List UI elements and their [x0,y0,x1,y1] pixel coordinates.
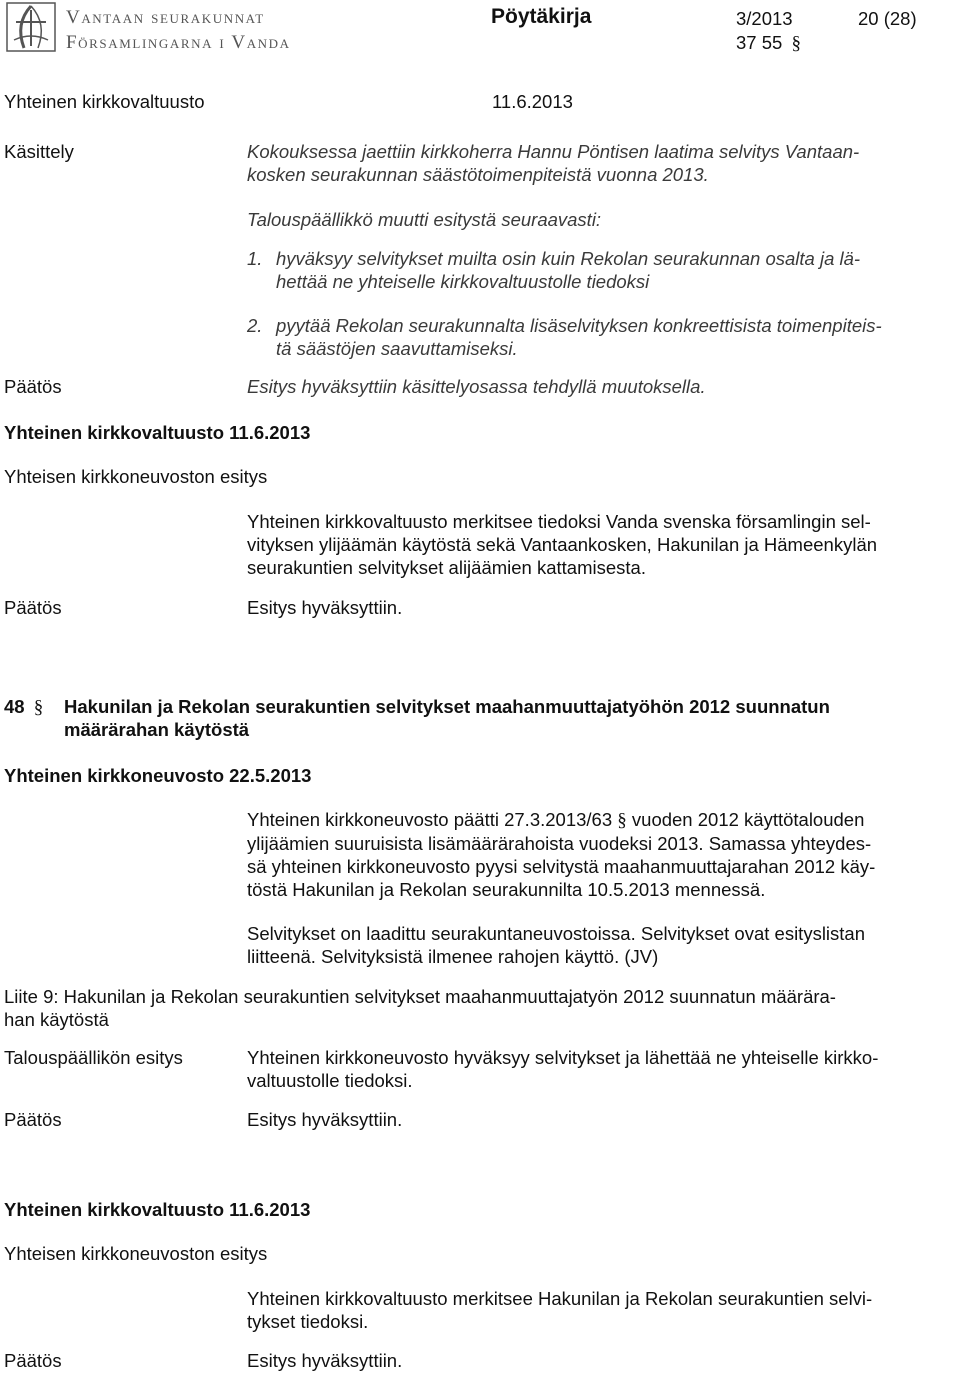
text-line: valtuustolle tiedoksi. [247,1070,413,1091]
kasittely-label: Käsittely [4,141,74,162]
text-line: Yhteinen kirkkoneuvosto hyväksyy selvitykset ja lähettää ne yhteiselle kirkko- [247,1047,879,1068]
text-line: kosken seurakunnan säästötoimenpiteistä vuonna 2013. [247,164,709,185]
document-type: Pöytäkirja [491,5,592,28]
valtuusto-heading: Yhteinen kirkkovaltuusto 11.6.2013 [4,422,311,443]
section-number-text: 48 [4,696,25,717]
paatos-label: Päätös [4,376,62,397]
org-name-swedish: Församlingarna i Vanda [66,32,291,53]
text-fragment: vuoden 2012 käyttötalouden [631,809,865,830]
text-line: Selvitykset on laadittu seurakuntaneuvostoissa. Selvitykset ovat esityslistan [247,923,866,944]
item-2-text [276,314,882,360]
title-line: määrärahan käytöstä [64,719,250,740]
valtuusto-text [247,510,877,579]
text-line: seurakuntien selvitykset alijäämien kattamisesta. [247,557,646,578]
valtuusto-text [247,1287,872,1333]
item-1-number: 1. [247,248,263,269]
text-line: töstä Hakunilan ja Rekolan seurakunnilta 10.5.2013 mennessä. [247,879,766,900]
kasittely-text [247,140,859,186]
section-range [736,31,801,55]
section-title [64,695,830,741]
parish-logo-icon [6,2,56,52]
document-number: 3/2013 [736,8,793,29]
section-range-text: 37 55 [736,32,783,53]
text-fragment: Yhteinen kirkkoneuvosto päätti 27.3.2013/63 [247,809,613,830]
text-line: pyytää Rekolan seurakunnalta lisäselvityksen konkreettisista toimenpiteis- [276,315,882,336]
item-1-text [276,247,860,293]
paatos-text: Esitys hyväksyttiin. [247,597,403,618]
meeting-date: 11.6.2013 [492,91,573,112]
esitys-label: Talouspäällikön esitys [4,1047,183,1068]
text-line: Yhteinen kirkkovaltuusto merkitsee Hakunilan ja Rekolan seurakuntien selvi- [247,1288,873,1309]
page-number: 20 (28) [858,8,917,29]
org-name-finnish: Vantaan seurakunnat [66,7,265,28]
paatos-text: Esitys hyväksyttiin. [247,1109,403,1130]
section-number [4,695,43,719]
title-line: Hakunilan ja Rekolan seurakuntien selvitykset maahanmuuttajatyöhön 2012 suunnatun [64,696,830,717]
valtuusto-subheading: Yhteisen kirkkoneuvoston esitys [4,466,268,487]
text-line: hyväksyy selvitykset muilta osin kuin Rekolan seurakunnan osalta ja lä- [276,248,861,269]
text-line: ylijäämien suuruisista lisämäärärahoista vuodeksi 2013. Samassa yhteydes- [247,833,872,854]
text-line: Liite 9: Hakunilan ja Rekolan seurakuntien selvitykset maahanmuuttajatyön 2012 suunnatun määrära- [4,986,836,1007]
kasittely-intro: Talouspäällikkö muutti esitystä seuraavasti: [247,209,602,230]
section-symbol: § [791,33,801,54]
paatos-label: Päätös [4,597,62,618]
text-line: Yhteinen kirkkovaltuusto merkitsee tiedoksi Vanda svenska församlingin sel- [247,511,871,532]
valtuusto-subheading: Yhteisen kirkkoneuvoston esitys [4,1243,268,1264]
section-symbol: § [33,697,44,718]
item-2-number: 2. [247,315,263,336]
neuvosto-heading: Yhteinen kirkkoneuvosto 22.5.2013 [4,765,312,786]
neuvosto-paragraph-1 [247,808,875,901]
meeting-body: Yhteinen kirkkovaltuusto [4,91,205,112]
section-symbol: § [617,810,627,831]
text-line [247,808,875,832]
neuvosto-paragraph-2 [247,922,865,968]
text-line: sä yhteinen kirkkoneuvosto pyysi selvitystä maahanmuuttajarahan 2012 käy- [247,856,876,877]
paatos-label: Päätös [4,1109,62,1130]
text-line: tä säästöjen saavuttamiseksi. [276,338,518,359]
text-line: tykset tiedoksi. [247,1311,369,1332]
paatos-label: Päätös [4,1350,62,1371]
text-line: liitteenä. Selvityksistä ilmenee rahojen käyttö. (JV) [247,946,659,967]
text-line: han käytöstä [4,1009,109,1030]
valtuusto-heading: Yhteinen kirkkovaltuusto 11.6.2013 [4,1199,311,1220]
attachment-note [4,985,836,1031]
text-line: hettää ne yhteiselle kirkkovaltuustolle tiedoksi [276,271,650,292]
text-line: Kokouksessa jaettiin kirkkoherra Hannu Pöntisen laatima selvitys Vantaan- [247,141,860,162]
paatos-text: Esitys hyväksyttiin käsittelyosassa tehdyllä muutoksella. [247,376,706,397]
esitys-text [247,1046,878,1092]
text-line: vityksen ylijäämän käytöstä sekä Vantaankosken, Hakunilan ja Hämeenkylän [247,534,878,555]
paatos-text: Esitys hyväksyttiin. [247,1350,403,1371]
